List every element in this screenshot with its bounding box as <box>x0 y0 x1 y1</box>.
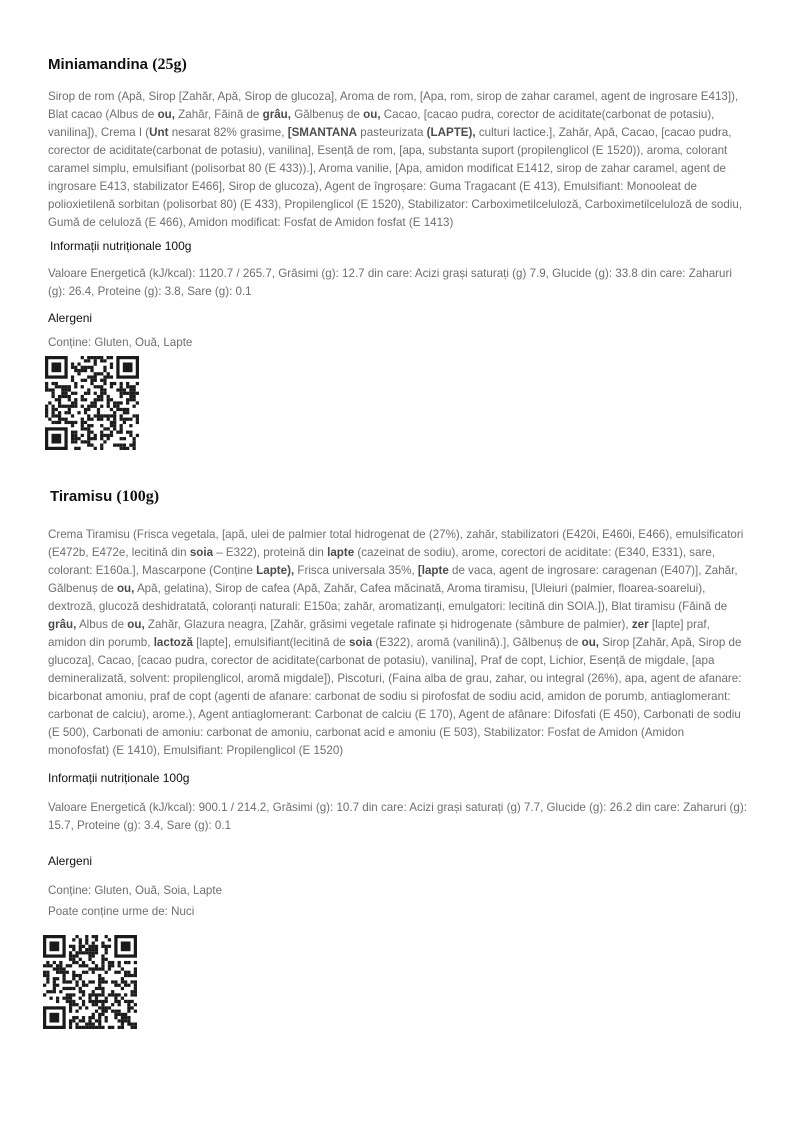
product-weight: (100g) <box>116 488 160 505</box>
ingredient-segment: Sirop [Zahăr, Apă, Sirop de glucoza], Cacao, [cacao pudra, corector de aciditate(carbonat de potasiu), vanilina], Praf de copt, Lichior, Esență de migdale, [apa demineralizată, solvent: propilenglicol, aromă migdale]), Piscoturi, (Faina alba de grau, zahar, ou integral (26%), apa, agent de afanare: bicarbonat amoniu, praf de copt (agenti de afanare: carbonat de sodiu si pirofosfat de sodiu acid, amidon de porumb, antiaglomerant: carbonat de calciu), arome.), Agent antiaglomerant: Carbonat de calciu (E 170), Agent de afânare: Difosfati (E 450), Carbonati de sodiu (E 500), Carbonati de amoniu: carbonat de amoniu, carbonat acid e amoniu (E 503), Stabilizator: Fosfat de Amidon (Amidon monofosfat) (E 1410), Emulsifiant: Propilenglicol (E 1520) <box>48 636 742 757</box>
allergen-highlight: ou, <box>157 108 175 121</box>
product-weight: (25g) <box>152 56 187 73</box>
allergen-highlight: ou, <box>363 108 381 121</box>
ingredient-segment: [lapte], emulsifiant(lecitină de <box>193 636 349 649</box>
ingredients-text <box>48 88 748 232</box>
ingredient-segment: (cazeinat de sodiu), arome, corectori de aciditate: (E340, E331), sare, colorant: E160a.], Mascarpone (Conține <box>48 546 716 577</box>
nutrition-values: Valoare Energetică (kJ/kcal): 1120.7 / 265.7, Grăsimi (g): 12.7 din care: Acizi grași saturați (g) 7.9, Glucide (g): 33.8 din care: Zaharuri (g): 26.4, Proteine (g): 3.8, Sare (g): 0.1 <box>48 267 732 298</box>
product-name: Miniamandina <box>48 56 149 73</box>
allergen-highlight: (LAPTE), <box>426 126 476 139</box>
ingredient-segment: Albus de <box>76 618 128 631</box>
nutrition-label: Informații nutriționale 100g <box>48 771 190 785</box>
allergens-contains: Conține: Gluten, Ouă, Soia, Lapte <box>48 884 223 897</box>
ingredient-segment: (E322), aromă (vanilină).], Gălbenuș de <box>372 636 582 649</box>
ingredient-segment: Zahăr, Făină de <box>174 108 263 121</box>
allergen-highlight: Unt <box>149 126 169 139</box>
allergens-label: Alergeni <box>48 854 93 868</box>
ingredient-segment: Crema Tiramisu (Frisca vegetala, [apă, ulei de palmier total hidrogenat de (27%), zahăr, stabilizatori (E420i, E460i, E466), emulsificatori (E472b, E472e, lecitină din <box>48 528 744 559</box>
product-title <box>48 56 748 74</box>
ingredient-segment: Gălbenuș de <box>290 108 364 121</box>
ingredient-segment: Cacao, [cacao pudra, corector de aciditate(carbonat de potasiu), vanilina]), Crema I ( <box>48 108 715 139</box>
allergens-contains: Conține: Gluten, Ouă, Lapte <box>48 336 193 349</box>
qr-code-icon <box>45 356 139 450</box>
ingredient-segment: nesarat 82% grasime, <box>168 126 288 139</box>
allergen-highlight: zer <box>631 618 649 631</box>
allergen-highlight: lactoză <box>153 636 194 649</box>
allergen-highlight: grâu, <box>48 618 77 631</box>
product-title <box>50 488 750 506</box>
product-tiramisu <box>50 488 750 506</box>
allergen-highlight: lapte <box>327 546 355 559</box>
product-miniamandina <box>48 56 748 74</box>
product-name: Tiramisu <box>50 488 113 505</box>
allergen-highlight: ou, <box>127 618 145 631</box>
ingredients-text <box>48 526 748 760</box>
allergen-highlight: [SMANTANA <box>287 126 358 139</box>
ingredient-segment: pasteurizata <box>357 126 427 139</box>
nutrition-values: Valoare Energetică (kJ/kcal): 900.1 / 214.2, Grăsimi (g): 10.7 din care: Acizi grași saturați (g) 7.7, Glucide (g): 26.2 din care: Zaharuri (g): 15.7, Proteine (g): 3.4, Sare (g): 0.1 <box>48 801 747 832</box>
allergen-highlight: ou, <box>116 582 135 595</box>
ingredient-segment: [lapte] praf, amidon din porumb, <box>48 618 710 649</box>
ingredient-segment: de vaca, agent de ingrosare: caragenan (E407)], Zahăr, Gălbenuș de <box>48 564 738 595</box>
allergens-may-contain: Poate conține urme de: Nuci <box>48 905 195 918</box>
allergen-highlight: ou, <box>581 636 599 649</box>
ingredient-segment: culturi lactice.], Zahăr, Apă, Cacao, [cacao pudra, corector de aciditate(carbonat de potasiu), vanilina], Esență de rom, [apa, substanta suport (propilenglicol (E 1520)), aroma, colorant caramel simplu, emulsifiant (polisorbat 80 (E 433)).], Aroma vanilie, [Apa, amidon modificat E1412, sirop de zahar caramel, agent de ingrosare E413, stabilizator E466], Sirop de glucoza), Agent de îngroșare: Guma Tragacant (E 413), Emulsifiant: Monooleat de polioxietilenă sorbitan (polisorbat 80) (E 433), Propilenglicol (E 1520), Stabilizator: Carboximetilceluloză, Carboximetilceluloză de sodiu, Gumă de celuloză (E 466), Amidon modificat: Fosfat de Amidon fosfat (E 1413) <box>48 126 743 229</box>
nutrition-label: Informații nutriționale 100g <box>50 239 192 253</box>
qr-code-icon <box>43 935 137 1029</box>
ingredient-segment: Frisca universala 35%, <box>294 564 418 577</box>
ingredient-segment: Zahăr, Glazura neagra, [Zahăr, grăsimi vegetale rafinate și hidrogenate (sâmbure de palmier), <box>144 618 632 631</box>
allergens-label: Alergeni <box>48 311 93 325</box>
allergen-highlight: grâu, <box>262 108 291 121</box>
allergen-highlight: Lapte), <box>256 564 295 577</box>
ingredient-segment: Sirop de rom (Apă, Sirop [Zahăr, Apă, Sirop de glucoza], Aroma de rom, [Apa, rom, sirop de zahar caramel, agent de ingrosare E413]), Blat cacao (Albus de <box>48 90 739 121</box>
allergen-highlight: soia <box>189 546 214 559</box>
ingredient-segment: Apă, gelatina), Sirop de cafea (Apă, Zahăr, Cafea măcinată, Aroma tiramisu, [Uleiuri (palmier, floarea-soarelui), dextroză, glucoză deshidratată, coloranți naturali: E150a; zahăr, aromatizanți, emulgatori: lecitină din SOIA.]), Blat tiramisu (Făină de <box>48 582 728 613</box>
allergen-highlight: soia <box>348 636 373 649</box>
allergen-highlight: [lapte <box>417 564 449 577</box>
ingredient-segment: – E322), proteină din <box>213 546 328 559</box>
